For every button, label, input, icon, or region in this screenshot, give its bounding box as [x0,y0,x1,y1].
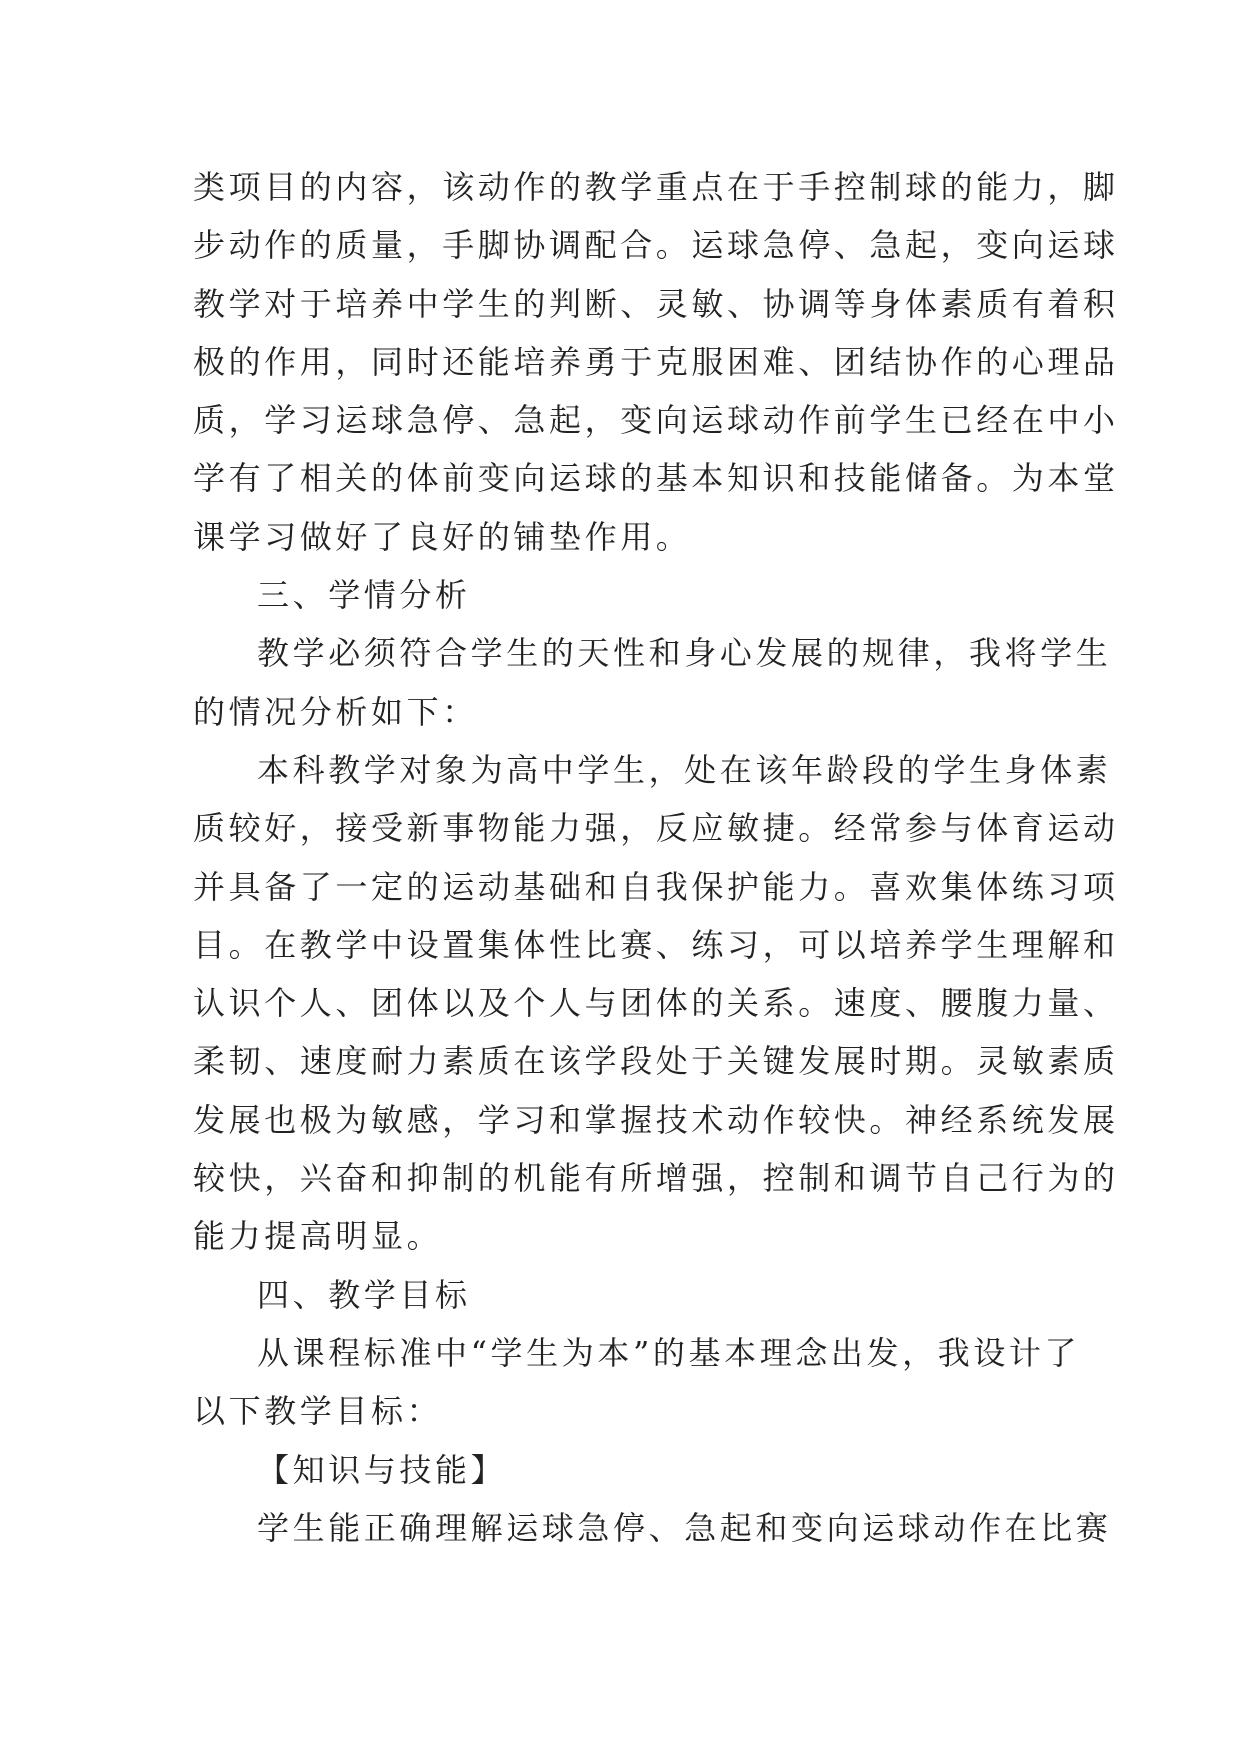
text-line: 极的作用，同时还能培养勇于克服困难、团结协作的心理品 [193,342,1119,381]
text-line: 的情况分析如下： [193,692,478,731]
text-line: 目。在教学中设置集体性比赛、练习，可以培养学生理解和 [193,925,1119,964]
text-line: 柔韧、速度耐力素质在该学段处于关键发展时期。灵敏素质 [193,1042,1119,1081]
text-line: 步动作的质量，手脚协调配合。运球急停、急起，变向运球 [193,226,1119,265]
text-line: 发展也极为敏感，学习和掌握技术动作较快。神经系统发展 [193,1100,1119,1139]
text-line: 从课程标准中“学生为本”的基本理念出发，我设计了 [257,1333,1081,1372]
text-line: 能力提高明显。 [193,1217,443,1256]
text-line: 质，学习运球急停、急起，变向运球动作前学生已经在中小 [193,401,1119,440]
text-line: 四、教学目标 [257,1275,471,1314]
text-line: 以下教学目标： [193,1392,443,1431]
text-line: 学生能正确理解运球急停、急起和变向运球动作在比赛 [257,1508,1112,1547]
text-line: 课学习做好了良好的铺垫作用。 [193,517,692,556]
document-body [193,158,1119,1557]
text-line: 学有了相关的体前变向运球的基本知识和技能储备。为本堂 [193,459,1119,498]
text-line: 并具备了一定的运动基础和自我保护能力。喜欢集体练习项 [193,867,1119,906]
text-line: 较快，兴奋和抑制的机能有所增强，控制和调节自己行为的 [193,1159,1119,1198]
text-line: 教学对于培养中学生的判断、灵敏、协调等身体素质有着积 [193,284,1119,323]
text-line: 【知识与技能】 [257,1450,507,1489]
text-line: 本科教学对象为高中学生，处在该年龄段的学生身体素 [257,750,1112,789]
text-line: 认识个人、团体以及个人与团体的关系。速度、腰腹力量、 [193,984,1119,1023]
text-line: 教学必须符合学生的天性和身心发展的规律，我将学生 [257,634,1112,673]
text-line: 质较好，接受新事物能力强，反应敏捷。经常参与体育运动 [193,809,1119,848]
text-line: 类项目的内容，该动作的教学重点在于手控制球的能力，脚 [193,168,1119,206]
text-line: 三、学情分析 [257,576,471,615]
